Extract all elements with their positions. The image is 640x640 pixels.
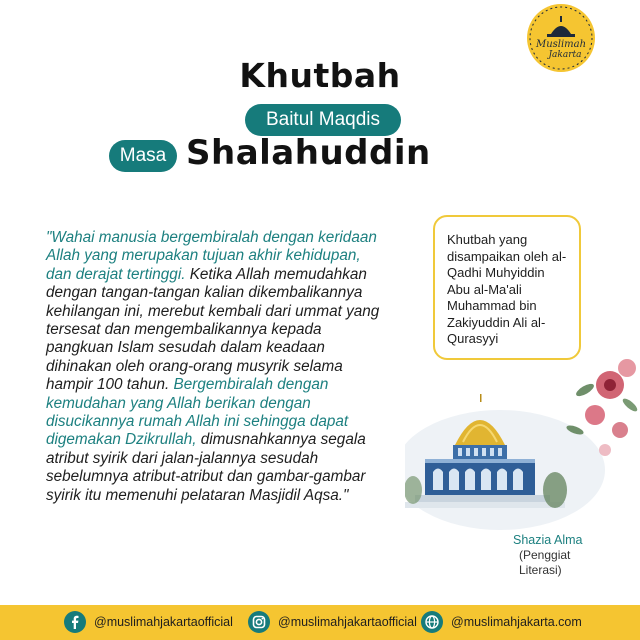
- title-shalahuddin: Shalahuddin: [186, 133, 431, 173]
- facebook-icon: [64, 611, 86, 633]
- footer-facebook[interactable]: [64, 611, 233, 633]
- author-name: Shazia Alma: [513, 533, 583, 547]
- source-card: [433, 215, 581, 360]
- quote-text: [46, 229, 386, 505]
- instagram-icon: [248, 611, 270, 633]
- pill-masa: Masa: [109, 140, 177, 172]
- svg-text:Jakarta: Jakarta: [548, 50, 582, 60]
- quote-part-4: dimusnahkannya segala atribut syirik dari jalan-jalannya sesudah sebelumnya atribut-atribut dan gambar-gambar syirik itu memenuhi pelataran Masjidil Aqsa.": [46, 431, 366, 504]
- pill-baitul-maqdis: Baitul Maqdis: [245, 104, 401, 136]
- quote-part-1: "Wahai manusia bergembiralah dengan keridaan Allah yang merupakan tujuan akhir kehidupan, dan derajat tertinggi.: [46, 229, 377, 283]
- source-card-text: Khutbah yang disampaikan oleh al-Qadhi Muhyiddin Abu al-Ma'ali Muhammad bin Zakiyuddin Ali al-Qurasyyi: [447, 232, 567, 346]
- footer-instagram[interactable]: [248, 611, 417, 633]
- facebook-handle: @muslimahjakartaofficial: [94, 615, 233, 629]
- svg-text:Muslimah: Muslimah: [535, 39, 587, 50]
- quote-part-3: Bergembiralah dengan kemudahan yang Allah berikan dengan disucikannya rumah Allah ini sehingga dapat digemakan Dzikrullah,: [46, 376, 349, 449]
- instagram-handle: @muslimahjakartaofficial: [278, 615, 417, 629]
- quote-part-2: Ketika Allah memudahkan dengan tangan-tangan kalian dikembalikannya kehilangan ini, merebut kembali dari ummat yang tersesat dan mengembalikannya kepada pangkuan Islam sesudah dalam keadaan dihinakan oleh orang-orang musyrik selama hampir 100 tahun.: [46, 265, 380, 394]
- dome-of-the-rock-illustration: [405, 350, 640, 540]
- footer-website[interactable]: [421, 611, 582, 633]
- author-role: (Penggiat Literasi): [519, 548, 571, 577]
- website-url: @muslimahjakarta.com: [451, 615, 582, 629]
- globe-icon: [421, 611, 443, 633]
- title-khutbah: Khutbah: [239, 56, 401, 95]
